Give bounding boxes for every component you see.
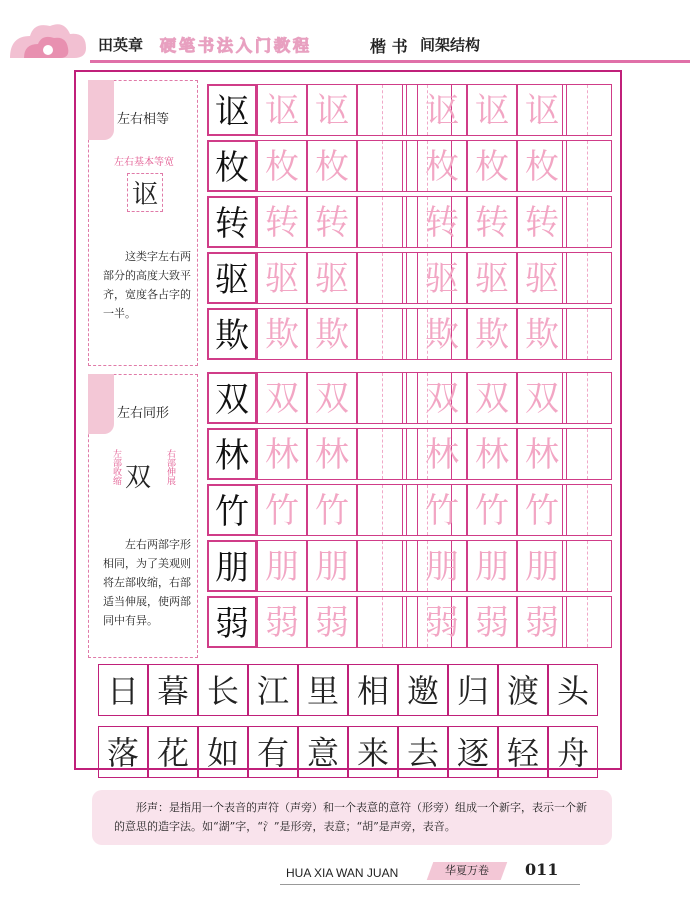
model-char: 林 <box>207 428 257 480</box>
practice-row <box>207 252 612 304</box>
trace-char: 双 <box>257 372 307 424</box>
trace-char: 竹 <box>417 484 467 536</box>
trace-char: 枚 <box>307 140 357 192</box>
right-extend-label: 右部伸展 <box>165 449 175 485</box>
blank-practice-cell[interactable] <box>562 428 612 480</box>
blank-practice-cell[interactable] <box>357 140 407 192</box>
trace-char: 转 <box>417 196 467 248</box>
practice-row <box>207 140 612 192</box>
poem-char: 舟 <box>548 726 598 778</box>
trace-char: 双 <box>517 372 567 424</box>
model-char: 转 <box>207 196 257 248</box>
blank-practice-cell[interactable] <box>562 84 612 136</box>
trace-char: 枚 <box>467 140 517 192</box>
section-title: 左右同形 <box>116 406 169 421</box>
trace-char: 讴 <box>307 84 357 136</box>
header-author: 田英章 <box>98 36 144 54</box>
trace-char: 转 <box>517 196 567 248</box>
poem-char: 日 <box>98 664 148 716</box>
practice-row <box>207 308 612 360</box>
trace-char: 欺 <box>307 308 357 360</box>
poem-char: 去 <box>398 726 448 778</box>
header-divider <box>90 60 690 63</box>
trace-char: 朋 <box>307 540 357 592</box>
poem-line-2 <box>98 726 603 778</box>
page-header <box>0 0 700 60</box>
trace-char: 欺 <box>257 308 307 360</box>
trace-char: 驱 <box>257 252 307 304</box>
trace-char: 双 <box>417 372 467 424</box>
blank-practice-cell[interactable] <box>357 308 407 360</box>
trace-char: 朋 <box>417 540 467 592</box>
note-box <box>92 790 612 845</box>
page-number: 011 <box>525 860 559 879</box>
practice-row <box>207 540 612 592</box>
trace-char: 朋 <box>467 540 517 592</box>
trace-char: 林 <box>467 428 517 480</box>
header-series-title: 硬笔书法入门教程 <box>160 36 313 55</box>
blank-practice-cell[interactable] <box>562 196 612 248</box>
blank-practice-cell[interactable] <box>562 252 612 304</box>
blank-practice-cell[interactable] <box>357 484 407 536</box>
practice-row <box>207 84 612 136</box>
section-tab <box>88 80 198 140</box>
practice-row <box>207 596 612 648</box>
trace-char: 讴 <box>417 84 467 136</box>
footer-divider <box>280 884 580 885</box>
trace-char: 弱 <box>517 596 567 648</box>
poem-char: 渡 <box>498 664 548 716</box>
note-text: 形声：是指用一个表音的声符（声旁）和一个表意的意符（形旁）组成一个新字，表示一个新的意思的造字法。如“湖”字，“氵”是形旁，表意；“胡”是声旁，表音。 <box>114 801 587 833</box>
poem-char: 逐 <box>448 726 498 778</box>
trace-char: 枚 <box>517 140 567 192</box>
trace-char: 驱 <box>307 252 357 304</box>
model-char: 讴 <box>207 84 257 136</box>
poem-char: 相 <box>348 664 398 716</box>
poem-char: 暮 <box>148 664 198 716</box>
model-char: 驱 <box>207 252 257 304</box>
model-char: 弱 <box>207 596 257 648</box>
trace-char: 弱 <box>307 596 357 648</box>
example-char: 讴 <box>127 173 163 212</box>
trace-char: 驱 <box>517 252 567 304</box>
poem-char: 落 <box>98 726 148 778</box>
section-description: 左右两部字形相同，为了美观则将左部收缩，右部适当伸展，使两部同中有异。 <box>103 538 191 627</box>
trace-char: 竹 <box>257 484 307 536</box>
blank-practice-cell[interactable] <box>357 372 407 424</box>
model-char: 欺 <box>207 308 257 360</box>
poem-char: 归 <box>448 664 498 716</box>
footer-publisher-badge <box>427 862 508 880</box>
trace-char: 双 <box>467 372 517 424</box>
blank-practice-cell[interactable] <box>357 252 407 304</box>
practice-row <box>207 196 612 248</box>
cloud-ornament-icon <box>8 20 88 60</box>
blank-practice-cell[interactable] <box>562 140 612 192</box>
blank-practice-cell[interactable] <box>562 540 612 592</box>
footer-publisher-latin: HUA XIA WAN JUAN <box>286 866 399 880</box>
trace-char: 讴 <box>517 84 567 136</box>
trace-char: 驱 <box>417 252 467 304</box>
trace-char: 弱 <box>257 596 307 648</box>
section-left-right-same-shape <box>88 374 198 658</box>
footer-publisher: 华夏万卷 <box>445 864 489 877</box>
poem-char: 意 <box>298 726 348 778</box>
blank-practice-cell[interactable] <box>562 596 612 648</box>
poem-char: 邀 <box>398 664 448 716</box>
model-char: 双 <box>207 372 257 424</box>
trace-char: 驱 <box>467 252 517 304</box>
blank-practice-cell[interactable] <box>562 308 612 360</box>
poem-char: 里 <box>298 664 348 716</box>
trace-char: 竹 <box>307 484 357 536</box>
trace-char: 枚 <box>257 140 307 192</box>
blank-practice-cell[interactable] <box>562 372 612 424</box>
section-subtitle: 左右基本等宽 <box>114 157 174 168</box>
trace-char: 林 <box>307 428 357 480</box>
trace-char: 转 <box>467 196 517 248</box>
left-shrink-label: 左部收缩 <box>111 449 121 485</box>
trace-char: 竹 <box>467 484 517 536</box>
section-tab <box>88 374 198 434</box>
trace-char: 林 <box>417 428 467 480</box>
trace-char: 讴 <box>467 84 517 136</box>
trace-char: 枚 <box>417 140 467 192</box>
header-style: 楷 书 <box>370 37 408 56</box>
trace-char: 欺 <box>517 308 567 360</box>
trace-char: 欺 <box>417 308 467 360</box>
blank-practice-cell[interactable] <box>562 484 612 536</box>
trace-char: 双 <box>307 372 357 424</box>
trace-char: 欺 <box>467 308 517 360</box>
blank-practice-cell[interactable] <box>357 196 407 248</box>
section-left-right-equal <box>88 80 198 366</box>
trace-char: 林 <box>257 428 307 480</box>
trace-char: 朋 <box>257 540 307 592</box>
poem-char: 有 <box>248 726 298 778</box>
blank-practice-cell[interactable] <box>357 428 407 480</box>
poem-line-1 <box>98 664 603 716</box>
practice-row <box>207 484 612 536</box>
trace-char: 讴 <box>257 84 307 136</box>
poem-char: 轻 <box>498 726 548 778</box>
example-char: 双 <box>125 463 152 493</box>
poem-char: 来 <box>348 726 398 778</box>
model-char: 竹 <box>207 484 257 536</box>
practice-row <box>207 372 612 424</box>
trace-char: 转 <box>257 196 307 248</box>
trace-char: 竹 <box>517 484 567 536</box>
section-description: 这类字左右两部分的高度大致平齐，宽度各占字的一半。 <box>103 250 191 320</box>
trace-char: 弱 <box>467 596 517 648</box>
poem-char: 如 <box>198 726 248 778</box>
section-title: 左右相等 <box>116 112 169 127</box>
practice-row <box>207 428 612 480</box>
poem-char: 头 <box>548 664 598 716</box>
poem-char: 江 <box>248 664 298 716</box>
poem-char: 长 <box>198 664 248 716</box>
trace-char: 林 <box>517 428 567 480</box>
poem-char: 花 <box>148 726 198 778</box>
blank-practice-cell[interactable] <box>357 540 407 592</box>
trace-char: 转 <box>307 196 357 248</box>
header-topic: 间架结构 <box>420 36 481 54</box>
blank-practice-cell[interactable] <box>357 596 407 648</box>
trace-char: 弱 <box>417 596 467 648</box>
trace-char: 朋 <box>517 540 567 592</box>
model-char: 朋 <box>207 540 257 592</box>
model-char: 枚 <box>207 140 257 192</box>
blank-practice-cell[interactable] <box>357 84 407 136</box>
